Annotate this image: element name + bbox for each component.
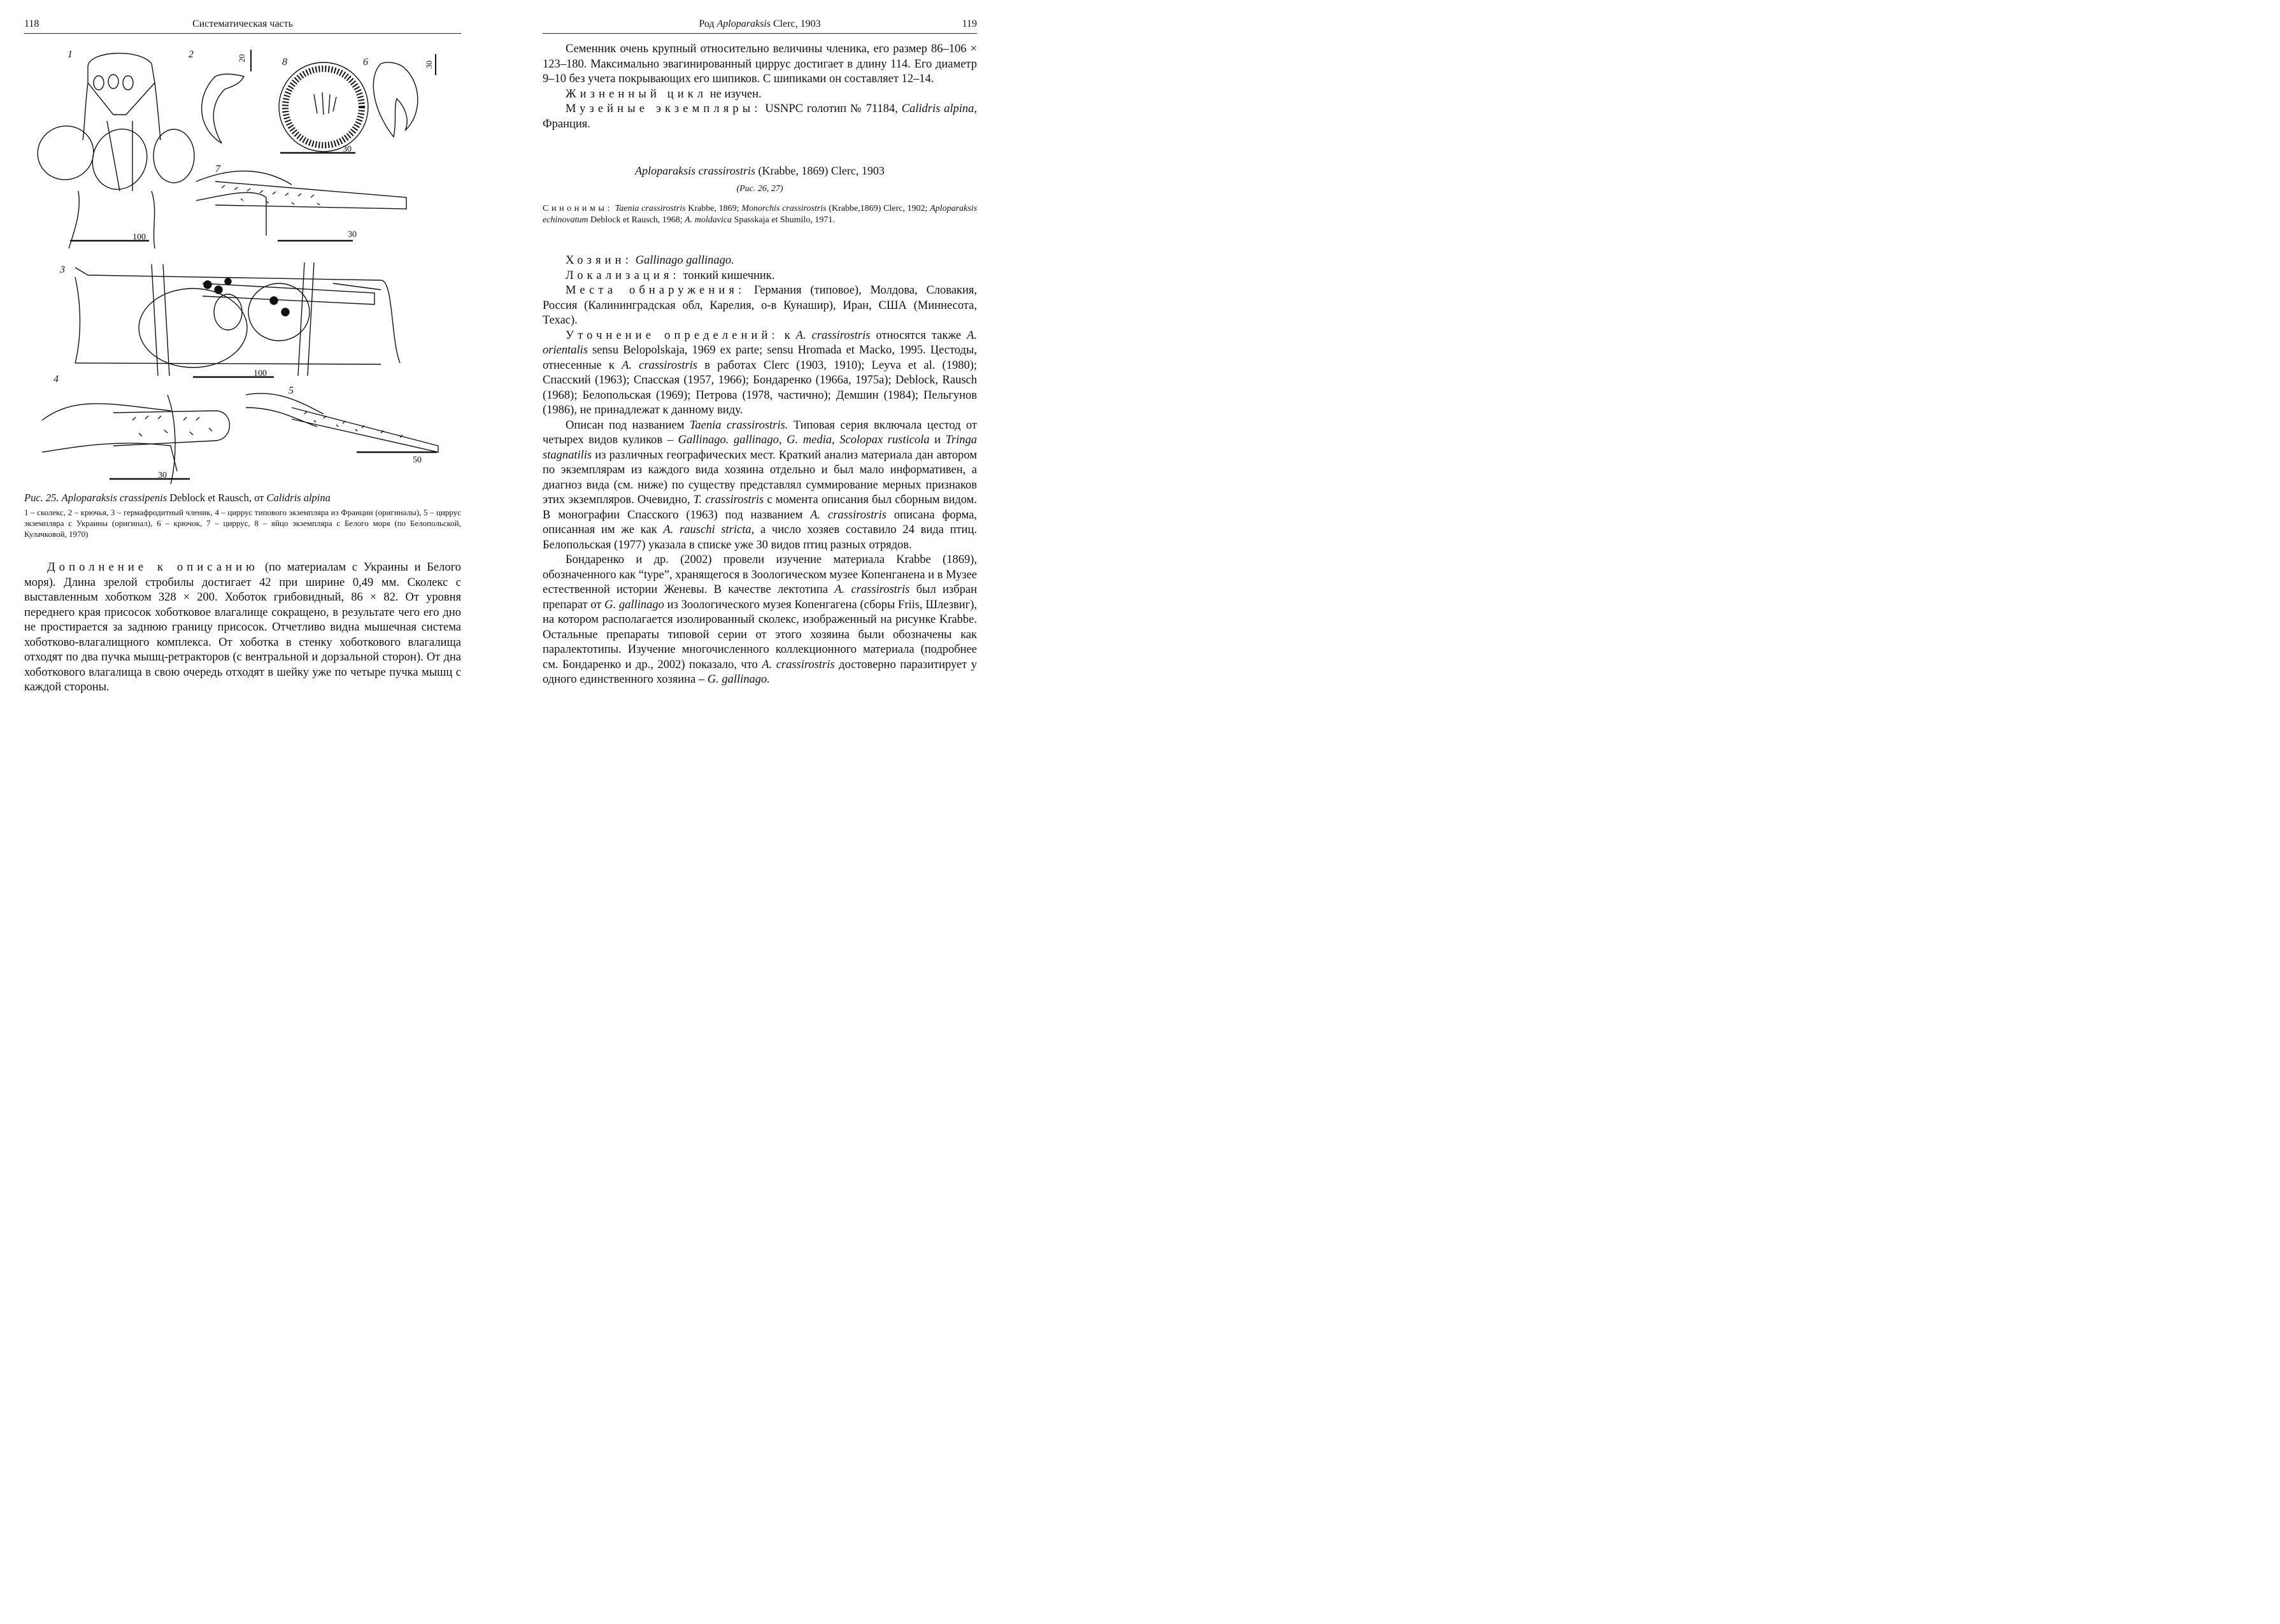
museum-label: Музейные экземпляры: xyxy=(566,103,762,115)
panel-4-cirrus xyxy=(42,395,230,484)
addition-heading: Дополнение к описанию xyxy=(47,561,259,574)
species-ref: G. gallinago xyxy=(604,598,664,611)
museum-specimens xyxy=(543,102,977,132)
species-ref: A. rauschi stricta, xyxy=(663,524,755,536)
figure-caption-title xyxy=(24,492,461,504)
panel-7-cirrus xyxy=(196,171,406,241)
species-name: Aploparaksis crassirostris xyxy=(635,164,755,177)
host-line xyxy=(543,253,977,269)
localities-label: Места обнаружения: xyxy=(566,284,746,297)
synonym-authority: Spasskaja et Shumilo, 1971. xyxy=(732,215,835,225)
caption-prefix: Рис. 25. Aploparaksis crassipenis xyxy=(24,492,167,504)
synonym-authority: (Krabbe,1869) Clerc, 1902; xyxy=(826,204,930,213)
scale-label: 30 xyxy=(343,145,352,154)
text-run: относятся также xyxy=(876,329,962,342)
panel-label: 3 xyxy=(60,264,65,275)
species-authority: (Krabbe, 1869) Clerc, 1903 xyxy=(758,164,885,177)
scale-label: 20 xyxy=(237,54,246,62)
panel-label: 6 xyxy=(363,57,368,68)
scale-label: 50 xyxy=(413,455,422,465)
described-paragraph xyxy=(543,418,977,553)
scale-label: 100 xyxy=(253,369,267,378)
scale-label: 30 xyxy=(348,230,357,239)
bondarenko-paragraph xyxy=(543,553,977,688)
figure-reference: (Рис. 26, 27) xyxy=(736,184,783,194)
figure-25-drawing xyxy=(24,38,461,490)
page-number-right: 119 xyxy=(962,18,977,29)
panel-8-egg xyxy=(279,62,368,153)
species-ref: A. crassirostris xyxy=(622,359,698,372)
localization-line xyxy=(543,269,977,284)
figure-25 xyxy=(24,38,461,490)
panel-label: 5 xyxy=(289,385,294,396)
text-run: sensu Belopolskaja, 1969 ex parte; sensu Hromada et Macko, 1995. Цестоды, отнесенные к xyxy=(543,344,977,372)
species-heading-block xyxy=(543,164,977,226)
caption-host: Calidris alpina xyxy=(266,492,331,504)
page-number-left: 118 xyxy=(24,18,39,29)
localization-value: тонкий кишечник. xyxy=(683,269,775,282)
species-ref: A. crassirostris xyxy=(810,508,887,522)
panel-label: 1 xyxy=(68,49,73,60)
running-title-genus: Aploparaksis xyxy=(716,18,771,29)
species-ref: T. crassirostris xyxy=(693,494,764,506)
text-run: из различных географических мест. Краткий анализ материала дан автором по экземплярам из каждого вида хозяина отдельно и был мало информативен, а диагноз вида (см. ниже) по существу представлял суммирование мерных признаков этих экземпляров. Очевидно, xyxy=(543,448,977,506)
right-top-block xyxy=(543,42,977,132)
museum-country: , Франция. xyxy=(543,103,978,131)
synonym-name: Aploparaksis echinovatum xyxy=(543,204,978,225)
synonym-authority: Krabbe, 1869; xyxy=(685,204,742,213)
clarification-label: Уточнение определений: xyxy=(566,329,779,342)
museum-host: Calidris alpina xyxy=(901,103,974,115)
text-run: был избран препарат от xyxy=(543,583,977,611)
life-cycle-text: не изучен. xyxy=(709,87,762,101)
synonym-name: Taenia crassirostris xyxy=(615,204,686,213)
text-run: Описан под названием xyxy=(566,418,685,432)
synonym-name: A. moldavica xyxy=(685,215,732,225)
panel-1-scolex xyxy=(32,53,194,248)
text-run: достоверно паразитирует у одного единственного хозяина – xyxy=(543,658,978,686)
panel-label: 7 xyxy=(215,164,220,175)
species-ref: A. crassirostris xyxy=(834,583,910,596)
addition-text: (по материалам с Украины и Белого моря). Длина зрелой стробилы достигает 42 при ширине 0,49 мм. Сколекс с выставленным хоботком 328 × 200. Хоботок грибовидный, 86 × 82. От уровня переднего края присосок хоботковое влагалище сокращено, в результате чего его дно не простирается за заднюю границу присосок. Отчетливо видна мышечная система хоботково-влагалищного комплекса. От хоботка в стенку хоботкового влагалища отходят по два пучка мышц-ретракторов (с вентральной и дорзальной сторон). От дна хоботкового влагалища в свою очередь отходят в шейку уже по четыре пучка мышц с каждой стороны. xyxy=(24,561,461,694)
text-run: Типовая серия включала цестод от четырех видов куликов – xyxy=(543,418,977,446)
scale-label: 30 xyxy=(158,471,167,480)
localities-paragraph xyxy=(543,283,977,329)
species-ref: Tringa stagnatilis xyxy=(543,434,978,462)
species-ref: A. crassirostris xyxy=(762,658,835,671)
text-run: Бондаренко и др. (2002) провели изучение материала Krabbe (1869), обозначенного как “type”, хранящегося в Зоологическом музее Копенганена и в Музее естественной истории Женевы. В качестве лектотипа xyxy=(543,553,977,596)
right-page xyxy=(499,0,999,701)
host-value: Gallinago gallinago. xyxy=(635,254,734,267)
figure-caption-text: 1 – сколекс, 2 – крючья, 3 – гермафродитный членик, 4 – циррус типового экземпляра из Франции (оригиналы), 5 – циррус экземпляра с Украины (оригинал), 6 – крючок, 7 – циррус, 8 – яйцо экземпляра с Белого моря (по Белопольской, Кулачковой, 1970) xyxy=(24,508,461,539)
right-running-head xyxy=(543,17,977,34)
right-main-text xyxy=(543,253,977,688)
panel-label: 2 xyxy=(189,49,194,60)
panel-label: 4 xyxy=(53,374,59,385)
species-ref: G. gallinago. xyxy=(707,673,770,686)
panel-3-segment xyxy=(75,262,400,377)
panel-label: 8 xyxy=(282,57,287,68)
species-ref: Gallinago. gallinago, G. media, Scolopax rusticola xyxy=(678,434,930,446)
synonym-name: Monorchis crassirostris xyxy=(741,204,827,213)
text-run: а число хозяев составило 24 вида птиц. Белопольская (1977) указала в списке уже 30 видов птиц разных отрядов. xyxy=(543,524,977,552)
synonyms-label: Синонимы: xyxy=(543,204,613,213)
localization-label: Локализация: xyxy=(566,269,680,282)
species-ref: A. orientalis xyxy=(543,329,978,357)
museum-text: USNPC голотип № 71184, xyxy=(765,103,898,115)
intro-paragraph: Семенник очень крупный относительно величины членика, его размер 86–106 × 123–180. Максимально эвагинированный циррус достигает в длину 114. Его диаметр 9–10 без учета покрывающих его шипиков. С шипиками он составляет 12–14. xyxy=(543,43,977,85)
running-title-right xyxy=(543,17,977,32)
panel-5-cirrus xyxy=(246,394,438,452)
panel-2-hooks xyxy=(202,50,251,143)
species-ref: Taenia crassirostris. xyxy=(689,418,788,432)
species-ref: A. crassirostris xyxy=(795,329,871,342)
left-page xyxy=(0,0,499,701)
synonyms xyxy=(543,203,977,226)
running-title-left: Систематическая часть xyxy=(192,18,293,29)
text-run: из Зоологического музея Копенгагена (сборы Friis, Шлезвиг), на котором располагается изолированный сколекс, изображенный на рисунке Krabbe. Остальные препараты типовой серии от этого хозяина были обозначены как паралектотипы. Изучение многочисленного коллекционного материала (подробнее см. Бондаренко и др., 2002) показало, что xyxy=(543,598,978,671)
running-title-suffix: Clerc, 1903 xyxy=(773,18,821,29)
text-run: в работах Clerc (1903, 1910); Leyva et al. (1980); Спасский (1963); Спасская (1957, 1966); Бондаренко (1966а, 1975а); Deblock, Rausch (1968); Белопольская (1969); Петрова (1978, частично); Демшин (1984); Пельгунов (1986), не принадлежат к данному виду. xyxy=(543,359,978,417)
scale-label: 100 xyxy=(132,232,146,242)
synonym-authority: Deblock et Rausch, 1968; xyxy=(588,215,685,225)
left-body-text xyxy=(24,560,461,695)
species-title xyxy=(543,164,977,178)
localities-value: Германия (типовое), Молдова, Словакия, Россия (Калининградская обл, Карелия, о-в Кунашир), Иран, США (Миннесота, Техас). xyxy=(543,284,977,327)
text-run: с момента описания был сборным видом. В монографии Спасского (1963) под названием xyxy=(543,494,977,522)
caption-authors: Deblock et Rausch, от xyxy=(169,492,264,504)
running-title-prefix: Род xyxy=(699,18,715,29)
host-label: Хозяин: xyxy=(566,254,632,267)
life-cycle-label: Жизненный цикл xyxy=(566,87,708,101)
left-running-head xyxy=(24,17,461,34)
text-run: описана форма, описанная им же как xyxy=(543,508,978,536)
text-run: к xyxy=(784,329,790,342)
text-run: и xyxy=(934,434,941,446)
clarification-paragraph xyxy=(543,329,977,418)
scale-label: 30 xyxy=(424,61,434,69)
life-cycle xyxy=(543,87,977,103)
